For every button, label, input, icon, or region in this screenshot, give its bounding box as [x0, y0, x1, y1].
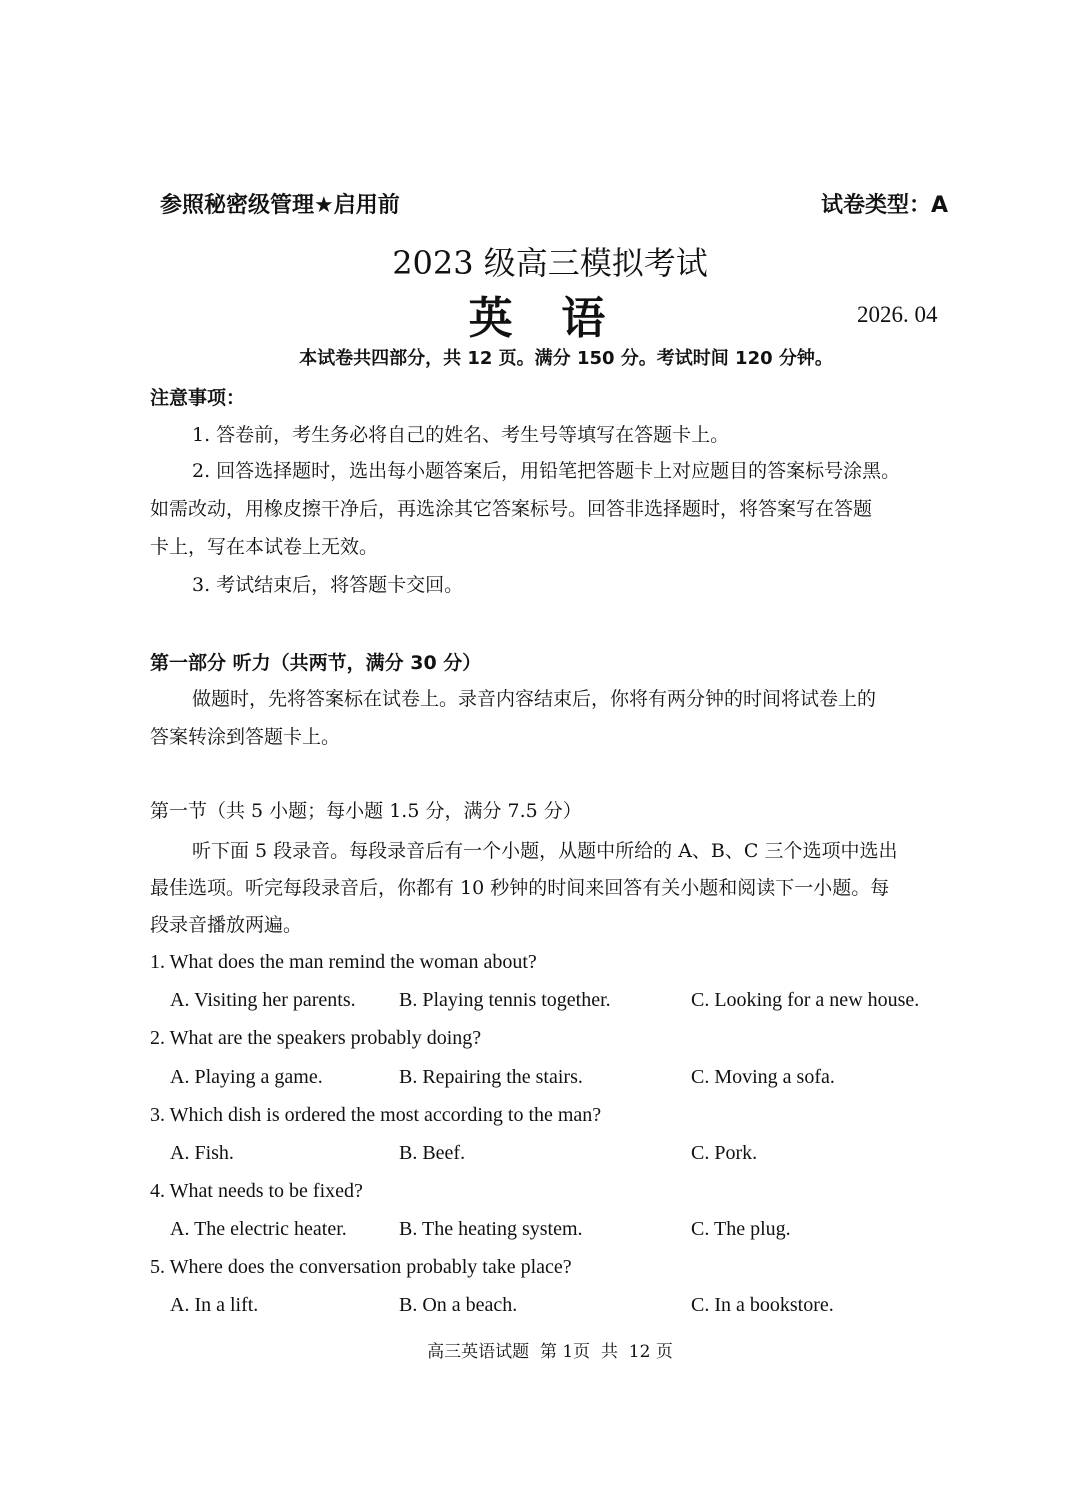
question-1-option-b: B. Playing tennis together. — [399, 989, 611, 1011]
part1-intro-line-2: 答案转涂到答题卡上。 — [150, 726, 341, 748]
question-2-option-c: C. Moving a sofa. — [691, 1066, 835, 1088]
question-3-option-c: C. Pork. — [691, 1142, 758, 1164]
question-3-option-a: A. Fish. — [170, 1142, 234, 1164]
question-4-option-b: B. The heating system. — [399, 1218, 583, 1240]
question-5-option-a: A. In a lift. — [170, 1294, 259, 1316]
question-2-option-a: A. Playing a game. — [170, 1066, 323, 1088]
notice-item-2-line-2: 如需改动，用橡皮擦干净后，再选涂其它答案标号。回答非选择题时，将答案写在答题 — [150, 498, 873, 520]
subject-title: 英 语 — [468, 293, 612, 344]
section1-intro-line-1: 听下面 5 段录音。每段录音后有一个小题，从题中所给的 A、B、C 三个选项中选出 — [192, 840, 898, 862]
question-5-stem: 5. Where does the conversation probably take place? — [150, 1256, 572, 1278]
question-4-option-c: C. The plug. — [691, 1218, 791, 1240]
section1-intro-line-2: 最佳选项。听完每段录音后，你都有 10 秒钟的时间来回答有关小题和阅读下一小题。每 — [150, 877, 890, 899]
question-4-option-a: A. The electric heater. — [170, 1218, 347, 1240]
exam-title: 2023 级高三模拟考试 — [392, 244, 708, 282]
question-5-option-c: C. In a bookstore. — [691, 1294, 834, 1316]
question-2-stem: 2. What are the speakers probably doing? — [150, 1027, 482, 1049]
question-3-stem: 3. Which dish is ordered the most according to the man? — [150, 1104, 602, 1126]
paper-summary: 本试卷共四部分，共 12 页。满分 150 分。考试时间 120 分钟。 — [299, 348, 833, 369]
paper-type-label: 试卷类型：A — [820, 193, 948, 218]
question-3-option-b: B. Beef. — [399, 1142, 466, 1164]
question-1-option-c: C. Looking for a new house. — [691, 989, 920, 1011]
notice-item-3: 3. 考试结束后，将答题卡交回。 — [192, 574, 464, 596]
confidentiality-label: 参照秘密级管理★启用前 — [160, 193, 400, 218]
notice-item-2-line-1: 2. 回答选择题时，选出每小题答案后，用铅笔把答题卡上对应题目的答案标号涂黑。 — [192, 460, 901, 482]
question-2-option-b: B. Repairing the stairs. — [399, 1066, 583, 1088]
part1-title: 第一部分 听力（共两节，满分 30 分） — [150, 652, 482, 674]
question-1-stem: 1. What does the man remind the woman about? — [150, 951, 537, 973]
section1-title: 第一节（共 5 小题；每小题 1.5 分，满分 7.5 分） — [150, 800, 582, 822]
exam-date: 2026. 04 — [857, 302, 938, 327]
question-1-option-a: A. Visiting her parents. — [170, 989, 356, 1011]
question-4-stem: 4. What needs to be fixed? — [150, 1180, 363, 1202]
section1-intro-line-3: 段录音播放两遍。 — [150, 914, 303, 936]
notice-item-1: 1. 答卷前，考生务必将自己的姓名、考生号等填写在答题卡上。 — [192, 424, 730, 446]
page-footer: 高三英语试题 第 1页 共 12 页 — [427, 1342, 673, 1362]
notice-title: 注意事项： — [150, 387, 246, 409]
question-5-option-b: B. On a beach. — [399, 1294, 518, 1316]
part1-intro-line-1: 做题时，先将答案标在试卷上。录音内容结束后，你将有两分钟的时间将试卷上的 — [192, 688, 877, 710]
notice-item-2-line-3: 卡上，写在本试卷上无效。 — [150, 536, 379, 558]
